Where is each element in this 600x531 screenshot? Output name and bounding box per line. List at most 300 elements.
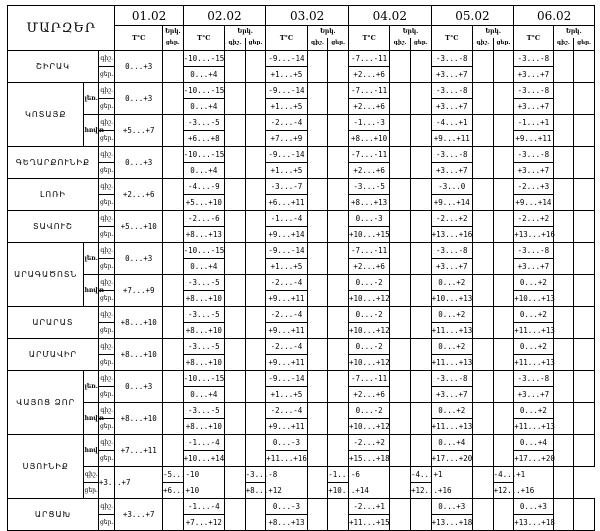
temp-cell: +3...+7 [431,99,472,115]
day-night-label: գիշ. [98,371,115,387]
altitude-zone: հովտ [84,275,98,307]
sky-icon [245,115,266,147]
sky-icon [307,51,328,83]
sky-col-header: Երկ. [162,26,183,39]
temp-cell: 0...+4 [183,387,224,403]
day-night-label: ցեր. [98,163,115,179]
temp-col-header: T°C [266,26,307,51]
sky-icon [390,115,411,147]
region-name: ՍՅՈՒՆԻՔ [8,435,84,499]
temp-cell: 0...+3 [115,371,163,403]
temp-cell: -1...-4 [266,211,307,227]
sky-icon [493,275,514,307]
sky-icon [307,179,328,211]
sky-icon [224,83,245,115]
temp-cell: +8...+10 [183,323,224,339]
day-night-label: գիշ. [98,51,115,67]
temp-cell: -3...-7 [266,179,307,195]
sky-icon [224,275,245,307]
temp-cell: -3...0 [431,179,472,195]
temp-cell: +1...+5 [266,99,307,115]
temp-cell: +10...+12 [348,291,389,307]
temp-cell: -3...-5 [183,115,224,131]
region-name: ԱՐԱԳԱԾՈՏՆ [8,243,84,307]
sky-icon [328,211,349,243]
sky-icon [553,435,574,467]
temp-cell: +8...+10 [115,307,163,339]
table-row [8,179,595,195]
temp-cell: +9...+11 [266,419,307,435]
temp-cell: -7...-11 [348,147,389,163]
day-col-header: ցեր. [328,38,349,51]
sky-icon [553,147,574,179]
temp-cell: -2...-4 [266,307,307,323]
sky-icon [224,211,245,243]
temp-cell: +8...+10 [183,291,224,307]
temp-cell: +5...+7 [115,115,163,147]
temp-cell: 0...-2 [348,339,389,355]
sky-icon [162,307,183,339]
temp-cell: 0...-3 [266,499,307,515]
altitude-zone: լեռ. [84,83,98,115]
sky-icon [328,179,349,211]
sky-icon [224,147,245,179]
temp-cell: -2...+2 [348,435,389,451]
sky-icon [162,243,183,275]
day-night-label: գիշ. [98,179,115,195]
table-row [8,211,595,227]
sky-icon [410,275,431,307]
temp-cell: -7...-11 [348,83,389,99]
temp-cell: 0...+2 [431,275,472,291]
temp-cell: +2...+6 [115,179,163,211]
night-col-header: գիշ. [224,38,245,51]
temp-cell: +8...+10 [115,339,163,371]
temp-cell: +11...+13 [431,323,472,339]
temp-cell: -9...-14 [266,371,307,387]
altitude-zone: լեռ. [84,243,98,275]
temp-cell: -2...+2 [514,211,553,227]
sky-icon [574,243,595,275]
sky-icon [162,339,183,371]
sky-icon [493,339,514,371]
temp-cell: -10...-15 [183,51,224,67]
temp-cell: +8...+13 [348,195,389,211]
sky-icon [493,179,514,211]
temp-cell: +3...+7 [514,67,553,83]
temp-cell: 0...+3 [431,499,472,515]
region-name: ԿՈՏԱՅՔ [8,83,84,147]
temp-cell: -1...-4 [183,435,224,451]
sky-icon [553,467,574,499]
altitude-zone: հովտ [84,115,98,147]
temp-cell: 0...+4 [183,99,224,115]
region-name: ԳԵՂԱՐՔՈՒՆԻՔ [8,147,99,179]
day-night-label: գիշ. [98,435,115,451]
temp-col-header: T°C [183,26,224,51]
day-night-label: ցեր. [98,259,115,275]
sky-icon [390,83,411,115]
sky-icon [553,499,574,531]
sky-col-header: Երկ. [307,26,348,39]
temp-cell: +9...+14 [431,195,472,211]
sky-icon [245,275,266,307]
sky-icon [245,51,266,83]
sky-icon [472,211,493,243]
temp-cell: +17...+20 [514,451,553,467]
sky-icon [224,243,245,275]
temp-cell: -4...+1 [410,467,431,483]
sky-icon [328,403,349,435]
sky-icon [574,435,595,467]
temp-cell: -1...-3 [348,115,389,131]
sky-icon [390,179,411,211]
sky-icon [245,435,266,467]
sky-icon [162,147,183,179]
sky-icon [328,339,349,371]
temp-cell: +7...+9 [266,131,307,147]
temp-cell: +10...+14 [183,451,224,467]
day-col-header: ցեր. [162,38,183,51]
temp-cell: -2...+2 [431,211,472,227]
temp-cell: -1...-6 [328,467,349,483]
temp-cell: +3...+7 [431,387,472,403]
sky-icon [574,499,595,531]
temp-cell: -1...-4 [183,499,224,515]
sky-icon [224,403,245,435]
temp-cell: +13...+16 [431,227,472,243]
sky-icon [410,243,431,275]
sky-icon [493,83,514,115]
temp-cell: +11...+15 [348,515,389,531]
sky-icon [574,371,595,403]
sky-icon [574,275,595,307]
temp-cell: -2...-4 [266,339,307,355]
night-col-header: գիշ. [553,38,574,51]
temp-cell: +7...+11 [115,435,163,467]
sky-icon [328,243,349,275]
temp-cell: 0...+2 [514,275,553,291]
day-night-label: գիշ. [98,275,115,291]
temp-cell: +17...+20 [431,451,472,467]
sky-icon [390,467,411,499]
sky-icon [493,243,514,275]
sky-icon [410,403,431,435]
temp-cell: 0...+3 [115,83,163,115]
sky-icon [472,51,493,83]
temp-cell: +12...+16 [493,483,514,499]
temp-cell: -9...-14 [266,147,307,163]
sky-icon [245,83,266,115]
table-title: ՄԱՐԶԵՐ [8,6,115,51]
sky-icon [410,499,431,531]
sky-icon [328,371,349,403]
temp-cell: +11...+13 [514,355,553,371]
sky-icon [307,435,328,467]
sky-icon [328,115,349,147]
sky-icon [224,179,245,211]
sky-icon [472,115,493,147]
temp-cell: -7...-11 [348,51,389,67]
temp-cell: 0...-2 [348,307,389,323]
temp-cell: -3...-8 [431,51,472,67]
region-name: ԼՈՌԻ [8,179,99,211]
sky-icon [410,435,431,467]
temp-cell: +15...+18 [348,451,389,467]
temp-cell: +11...+16 [266,451,307,467]
temp-cell: -2...+3 [514,179,553,195]
temp-cell: -3...-8 [514,371,553,387]
sky-icon [472,371,493,403]
temp-cell: +3...+7 [431,67,472,83]
sky-icon [553,371,574,403]
sky-col-header: Երկ. [472,26,513,39]
temp-cell: -3...-5 [183,403,224,419]
temp-cell: 0...+2 [514,339,553,355]
temp-cell: +11...+13 [431,419,472,435]
day-night-label: գիշ. [84,467,98,483]
sky-icon [574,51,595,83]
temp-cell: +8...+10 [183,355,224,371]
temp-cell: -10...-15 [183,147,224,163]
temp-cell: 0...-2 [348,275,389,291]
sky-icon [472,467,493,499]
sky-col-header: Երկ. [390,26,431,39]
temp-cell: 0...+2 [431,403,472,419]
sky-icon [553,403,574,435]
temp-cell: -5...-10 [162,467,183,483]
temp-cell: +8...+10 [183,419,224,435]
sky-icon [307,467,328,499]
temp-cell: -7...-11 [348,243,389,259]
temp-cell: +11...+13 [431,355,472,371]
sky-icon [328,51,349,83]
sky-col-header: Երկ. [224,26,265,39]
temp-cell: +8...+13 [183,227,224,243]
table-row [8,147,595,163]
sky-icon [574,147,595,179]
sky-icon [328,499,349,531]
temp-cell: +3...+7 [431,163,472,179]
sky-icon [574,179,595,211]
temp-cell: +2...+6 [348,259,389,275]
sky-icon [307,371,328,403]
sky-icon [245,371,266,403]
day-night-label: ցեր. [98,387,115,403]
sky-icon [553,179,574,211]
temp-cell: -4...-9 [183,179,224,195]
sky-icon [553,211,574,243]
temp-cell: 0...+4 [514,435,553,451]
sky-icon [224,51,245,83]
temp-cell: -3...-8 [514,51,553,67]
sky-icon [472,499,493,531]
sky-icon [472,307,493,339]
temp-cell: 0...+2 [514,403,553,419]
sky-icon [410,211,431,243]
temp-cell: -2...-6 [183,211,224,227]
temp-cell: -10...-15 [183,83,224,99]
sky-icon [162,499,183,531]
temp-cell: +8...+12 [245,483,266,499]
day-night-label: ցեր. [98,419,115,435]
date-header: 04.02 [348,6,431,26]
sky-icon [472,435,493,467]
day-night-label: ցեր. [98,67,115,83]
temp-cell: -9...-14 [266,243,307,259]
day-night-label: ցեր. [98,515,115,531]
sky-icon [553,51,574,83]
temp-cell: -3...-8 [514,243,553,259]
day-night-label: գիշ. [98,499,115,515]
sky-icon [307,115,328,147]
temp-cell: +9...+11 [266,291,307,307]
temp-cell: +9...+14 [266,227,307,243]
sky-icon [574,403,595,435]
sky-icon [410,115,431,147]
sky-icon [472,83,493,115]
sky-icon [472,179,493,211]
sky-icon [493,403,514,435]
sky-icon [162,179,183,211]
temp-cell: -2...-4 [266,275,307,291]
sky-icon [245,403,266,435]
sky-icon [162,115,183,147]
temp-cell: +5...+10 [183,195,224,211]
day-col-header: ցեր. [410,38,431,51]
sky-icon [224,435,245,467]
sky-icon [245,499,266,531]
sky-icon [390,339,411,371]
sky-icon [245,211,266,243]
temp-cell: +10...+12 [348,419,389,435]
sky-icon [162,371,183,403]
region-name: ՎԱՅՈՑ ՁՈՐ [8,371,84,435]
temp-cell: 0...+4 [183,259,224,275]
temp-cell: -3...-8 [245,467,266,483]
sky-icon [224,339,245,371]
temp-cell: +13...+16 [514,227,553,243]
sky-icon [162,435,183,467]
sky-icon [410,307,431,339]
temp-cell: -3...-8 [514,147,553,163]
sky-icon [328,307,349,339]
temp-cell: 0...+4 [183,67,224,83]
day-night-label: գիշ. [98,115,115,131]
sky-icon [390,211,411,243]
temp-cell: -3...-8 [431,83,472,99]
temp-cell: +9...+11 [514,131,553,147]
sky-icon [390,307,411,339]
temp-cell: +7...+12 [183,515,224,531]
sky-icon [574,83,595,115]
table-row [8,51,595,67]
night-col-header: գիշ. [472,38,493,51]
temp-cell: +5...+10 [115,211,163,243]
temp-cell: -3...-8 [431,147,472,163]
sky-icon [493,211,514,243]
temp-cell: +9...+14 [514,195,553,211]
temp-cell: 0...+3 [115,243,163,275]
sky-icon [245,307,266,339]
temp-cell: -3...-8 [514,83,553,99]
day-night-label: գիշ. [98,339,115,355]
temp-cell: 0...+2 [431,339,472,355]
sky-icon [328,147,349,179]
table-row [8,83,595,99]
altitude-zone: հովտ [84,403,98,435]
temp-cell: +3...+7 [514,99,553,115]
temp-cell: 0...-3 [348,211,389,227]
temp-cell: -3...-5 [348,179,389,195]
temp-cell: -10...-15 [183,371,224,387]
temp-col-header: T°C [348,26,389,51]
temp-cell: 0...+4 [431,435,472,451]
temp-cell: +3...+7 [514,259,553,275]
sky-icon [328,83,349,115]
sky-icon [553,307,574,339]
table-row [8,115,595,131]
temp-cell: +3...+7 [115,499,163,531]
date-header: 05.02 [431,6,514,26]
sky-icon [390,435,411,467]
temp-cell: +2...+6 [348,99,389,115]
temp-cell: +2...+6 [348,387,389,403]
table-row [8,467,595,483]
sky-icon [307,499,328,531]
day-col-header: ցեր. [493,38,514,51]
temp-cell: +10...+12 [348,323,389,339]
table-row [8,499,595,515]
sky-icon [390,403,411,435]
day-night-label: գիշ. [98,211,115,227]
altitude-zone: հով. [84,435,98,467]
sky-icon [553,275,574,307]
temp-cell: +7...+9 [115,275,163,307]
temp-cell: +10...+12 [348,355,389,371]
sky-icon [410,147,431,179]
temp-cell: -2...-4 [266,403,307,419]
day-night-label: ցեր. [98,227,115,243]
sky-icon [493,435,514,467]
sky-icon [553,243,574,275]
table-row [8,243,595,259]
temp-cell: -9...-14 [266,51,307,67]
sky-icon [574,339,595,371]
sky-icon [493,499,514,531]
temp-cell: 0...+2 [431,307,472,323]
sky-icon [307,211,328,243]
date-header: 01.02 [115,6,183,26]
table-row [8,275,595,291]
sky-icon [553,83,574,115]
sky-icon [493,307,514,339]
temp-cell: +11...+13 [514,323,553,339]
sky-icon [493,51,514,83]
temp-cell: -4...+1 [493,467,514,483]
sky-icon [574,115,595,147]
temp-cell: +6...+10 [162,483,183,499]
sky-icon [224,499,245,531]
day-night-label: գիշ. [98,83,115,99]
temp-col-header: T°C [514,26,553,51]
temp-cell: 0...-2 [348,403,389,419]
day-night-label: գիշ. [98,403,115,419]
region-name: ԱՐՑԱԽ [8,499,99,531]
table-row [8,307,595,323]
temp-cell: -7...-11 [348,371,389,387]
temp-cell: -3...-8 [431,371,472,387]
